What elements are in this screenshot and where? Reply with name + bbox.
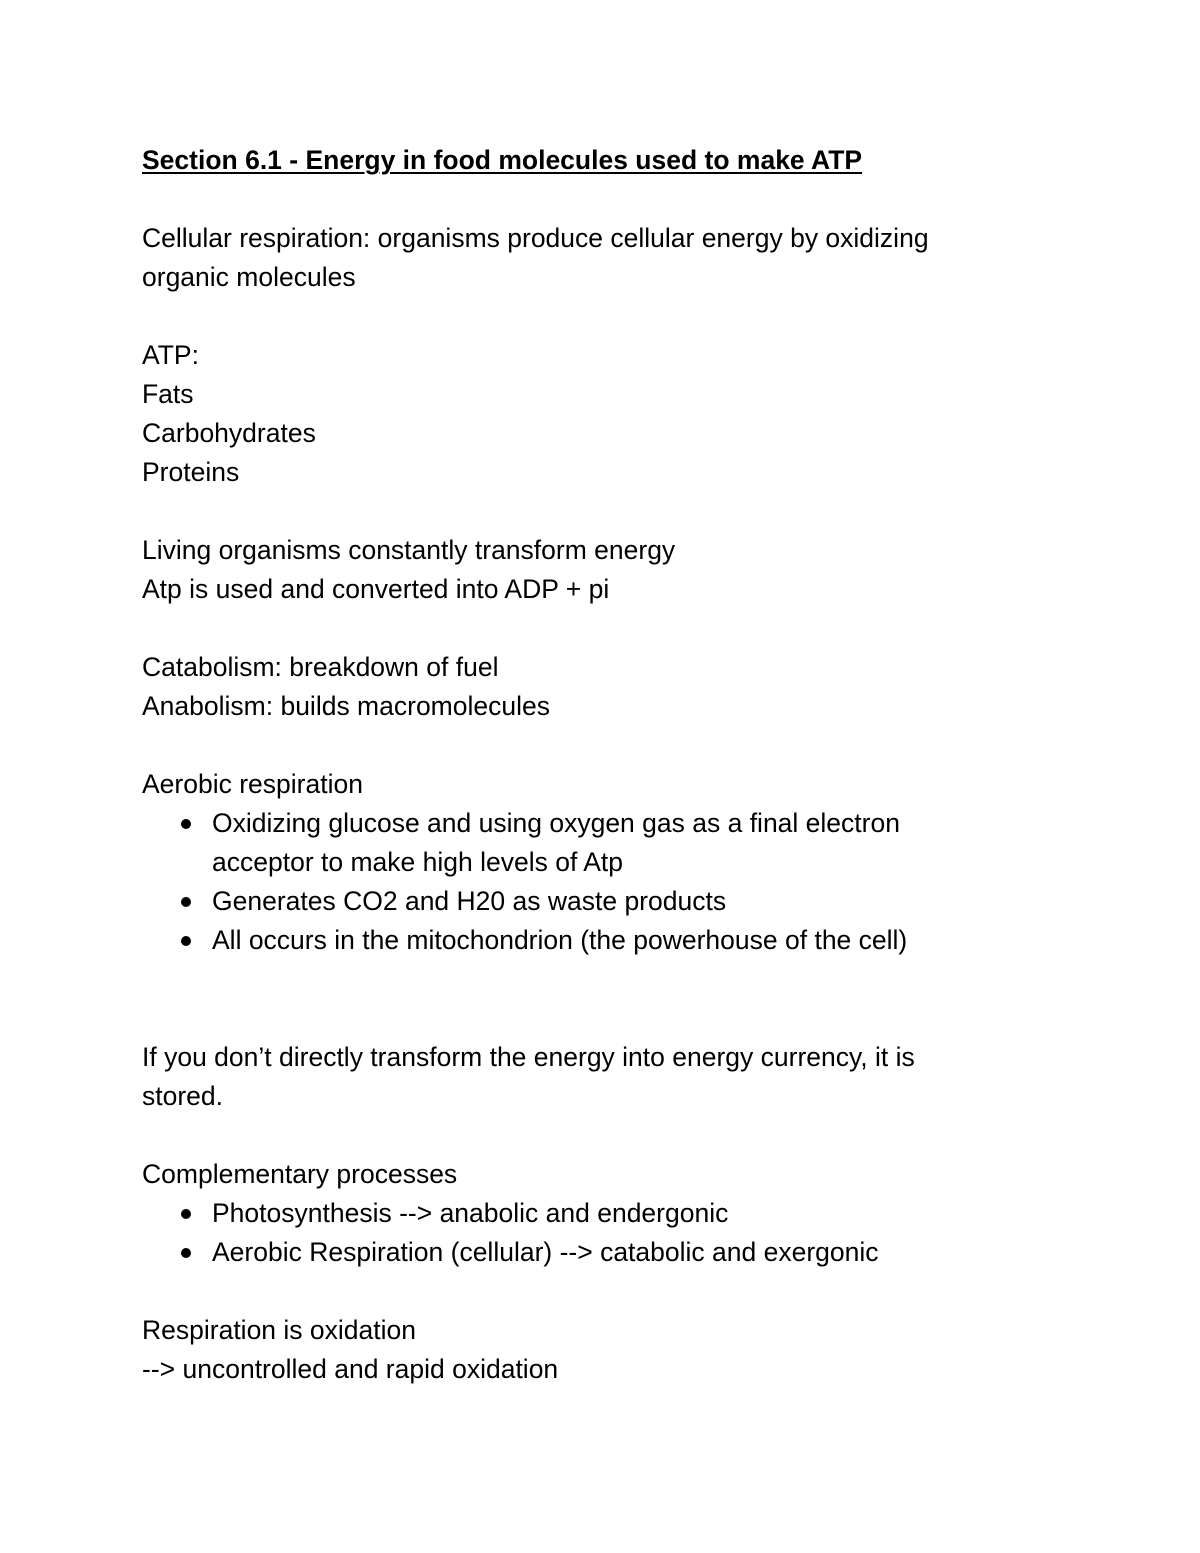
spacer	[142, 726, 1042, 765]
document-body	[142, 141, 1042, 1389]
bullet-icon	[181, 897, 191, 907]
bullet-icon	[181, 819, 191, 829]
aerobic-bullet-list	[142, 804, 1042, 960]
oxidation-line-1: Respiration is oxidation	[142, 1315, 416, 1345]
bullet-icon	[181, 1209, 191, 1219]
transform-line-1: Living organisms constantly transform energy	[142, 535, 676, 565]
spacer	[142, 960, 1042, 1038]
spacer	[142, 1116, 1042, 1155]
spacer	[142, 609, 1042, 648]
spacer	[142, 180, 1042, 219]
stored-line-1: If you don’t directly transform the energy into energy currency, it is	[142, 1042, 915, 1072]
bullet-text: Photosynthesis --> anabolic and endergonic	[212, 1198, 729, 1228]
spacer	[142, 1272, 1042, 1311]
cellular-respiration-line-2: organic molecules	[142, 262, 356, 292]
atp-item-proteins: Proteins	[142, 457, 240, 487]
list-item	[142, 921, 1042, 960]
anabolism-definition: Anabolism: builds macromolecules	[142, 691, 550, 721]
bullet-text: Generates CO2 and H20 as waste products	[212, 886, 727, 916]
list-item	[142, 882, 1042, 921]
bullet-text-line-1: Oxidizing glucose and using oxygen gas as a final electron	[212, 808, 900, 838]
stored-line-2: stored.	[142, 1081, 224, 1111]
atp-item-fats: Fats	[142, 379, 194, 409]
spacer	[142, 297, 1042, 336]
section-title: Section 6.1 - Energy in food molecules used to make ATP	[142, 145, 863, 175]
list-item	[142, 804, 1042, 882]
list-item	[142, 1233, 1042, 1272]
transform-line-2: Atp is used and converted into ADP + pi	[142, 574, 610, 604]
bullet-icon	[181, 936, 191, 946]
bullet-icon	[181, 1248, 191, 1258]
bullet-text: Aerobic Respiration (cellular) --> catabolic and exergonic	[212, 1237, 879, 1267]
complementary-heading: Complementary processes	[142, 1159, 458, 1189]
aerobic-heading: Aerobic respiration	[142, 769, 363, 799]
catabolism-definition: Catabolism: breakdown of fuel	[142, 652, 499, 682]
cellular-respiration-line-1: Cellular respiration: organisms produce cellular energy by oxidizing	[142, 223, 929, 253]
atp-heading: ATP:	[142, 340, 199, 370]
oxidation-line-2: --> uncontrolled and rapid oxidation	[142, 1354, 559, 1384]
atp-item-carbohydrates: Carbohydrates	[142, 418, 316, 448]
complementary-bullet-list	[142, 1194, 1042, 1272]
list-item	[142, 1194, 1042, 1233]
spacer	[142, 492, 1042, 531]
bullet-text-line-2: acceptor to make high levels of Atp	[212, 847, 623, 877]
bullet-text: All occurs in the mitochondrion (the powerhouse of the cell)	[212, 925, 908, 955]
